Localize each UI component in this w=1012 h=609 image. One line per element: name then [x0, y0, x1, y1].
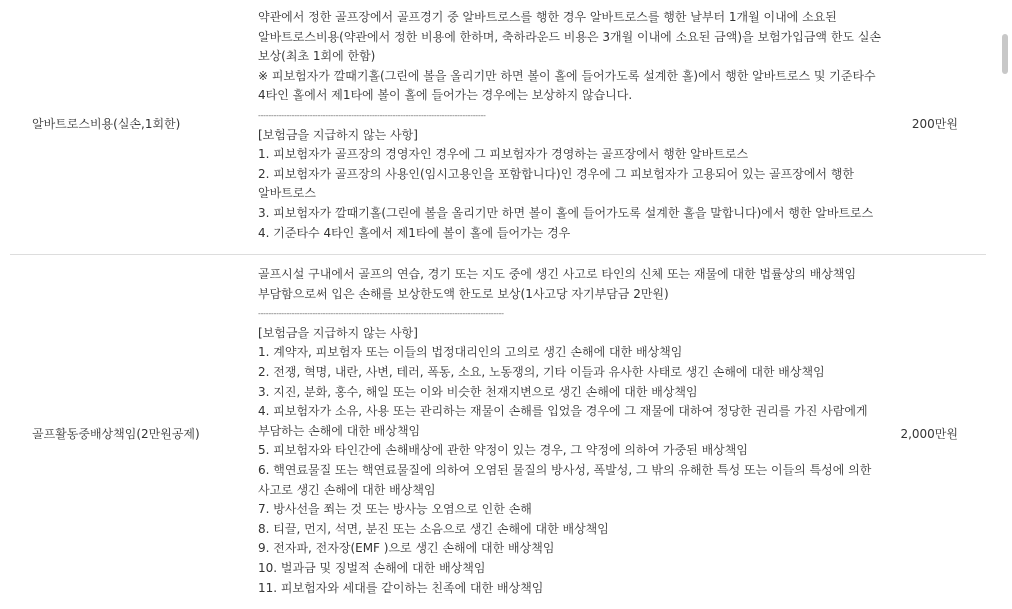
scrollbar-thumb[interactable]: [1002, 34, 1008, 74]
coverage-description: [258, 265, 872, 598]
desc-line: 6. 핵연료물질 또는 핵연료물질에 의하여 오염된 물질의 방사성, 폭발성, 그 밖의 유해한 특성 또는 이들의 특성에 의한: [258, 462, 872, 477]
desc-line: 1. 계약자, 피보험자 또는 이들의 법정대리인의 고의로 생긴 손해에 대한 배상책임: [258, 345, 683, 360]
desc-line: 보상(최초 1회에 한함): [258, 49, 376, 64]
desc-line: 4. 피보험자가 소유, 사용 또는 관리하는 재물이 손해를 입었을 경우에 그 재물에 대하여 정당한 권리를 가진 사람에게: [258, 404, 868, 419]
desc-line: 2. 전쟁, 혁명, 내란, 사변, 테러, 폭동, 소요, 노동쟁의, 기타 이들과 유사한 사태로 생긴 손해에 대한 배상책임: [258, 364, 825, 379]
desc-line: ※ 피보험자가 깔때기홀(그린에 볼을 올리기만 하면 볼이 홀에 들어가도록 설계한 홀)에서 행한 알바트로스 및 기준타수: [258, 68, 876, 83]
desc-line: 사고로 생긴 손해에 대한 배상책임: [258, 482, 436, 497]
desc-line: 2. 피보험자가 골프장의 사용인(임시고용인을 포함합니다)인 경우에 그 피보험자가 고용되어 있는 골프장에서 행한: [258, 166, 855, 181]
desc-line: 부담하는 손해에 대한 배상책임: [258, 423, 421, 438]
exclusions-heading: [보험금을 지급하지 않는 사항]: [258, 325, 418, 340]
desc-line: 9. 전자파, 전자장(EMF )으로 생긴 손해에 대한 배상책임: [258, 541, 555, 556]
desc-line: 11. 피보험자와 세대를 같이하는 친족에 대한 배상책임: [258, 580, 544, 595]
desc-line: 1. 피보험자가 골프장의 경영자인 경우에 그 피보험자가 경영하는 골프장에서 행한 알바트로스: [258, 147, 749, 162]
desc-line: 5. 피보험자와 타인간에 손해배상에 관한 약정이 있는 경우, 그 약정에 의하여 가중된 배상책임: [258, 443, 748, 458]
exclusions-heading: [보험금을 지급하지 않는 사항]: [258, 127, 418, 142]
desc-line: 4타인 홀에서 제1타에 볼이 홀에 들어가는 경우에는 보상하지 않습니다.: [258, 88, 633, 103]
vertical-scrollbar[interactable]: [1000, 0, 1012, 609]
coverage-name: 알바트로스비용(실손,1회한): [32, 117, 181, 131]
coverage-row-golf-liability: [10, 255, 986, 609]
coverage-row-albatross: [10, 0, 986, 255]
desc-line: 3. 피보험자가 깔때기홀(그린에 볼을 올리기만 하면 볼이 홀에 들어가도록 설계한 홀을 말합니다)에서 행한 알바트로스: [258, 205, 874, 220]
coverage-amount: 2,000만원: [900, 427, 958, 441]
desc-line: 7. 방사선을 쬐는 것 또는 방사능 오염으로 인한 손해: [258, 502, 532, 517]
coverage-amount: 200만원: [911, 117, 958, 131]
desc-line: 약관에서 정한 골프장에서 골프경기 중 알바트로스를 행한 경우 알바트로스를 행한 날부터 1개월 이내에 소요된: [258, 10, 837, 24]
coverage-name: 골프활동중배상책임(2만원공제): [32, 427, 200, 441]
desc-line: 8. 티끌, 먼지, 석면, 분진 또는 소음으로 생긴 손해에 대한 배상책임: [258, 521, 609, 536]
desc-separator: ----------------------------------------------------------------------------------------: [258, 110, 486, 120]
coverage-description: [258, 8, 882, 243]
desc-line: 알바트로스: [258, 186, 316, 201]
desc-line: 알바트로스비용(약관에서 정한 비용에 한하며, 축하라운드 비용은 3개월 이내에 소요된 금액)을 보험가입금액 한도 실손: [258, 29, 882, 44]
desc-separator: -----------------------------------------------------------------------------------------------: [258, 309, 504, 319]
desc-line: 골프시설 구내에서 골프의 연습, 경기 또는 지도 중에 생긴 사고로 타인의 신체 또는 재물에 대한 법률상의 배상책임: [258, 267, 857, 281]
desc-line: 3. 지진, 분화, 홍수, 해일 또는 이와 비슷한 천재지변으로 생긴 손해에 대한 배상책임: [258, 384, 698, 399]
desc-line: 4. 기준타수 4타인 홀에서 제1타에 볼이 홀에 들어가는 경우: [258, 225, 571, 240]
desc-line: 부담함으로써 입은 손해를 보상한도액 한도로 보상(1사고당 자기부담금 2만원): [258, 286, 669, 301]
desc-line: 10. 벌과금 및 징벌적 손해에 대한 배상책임: [258, 560, 486, 575]
